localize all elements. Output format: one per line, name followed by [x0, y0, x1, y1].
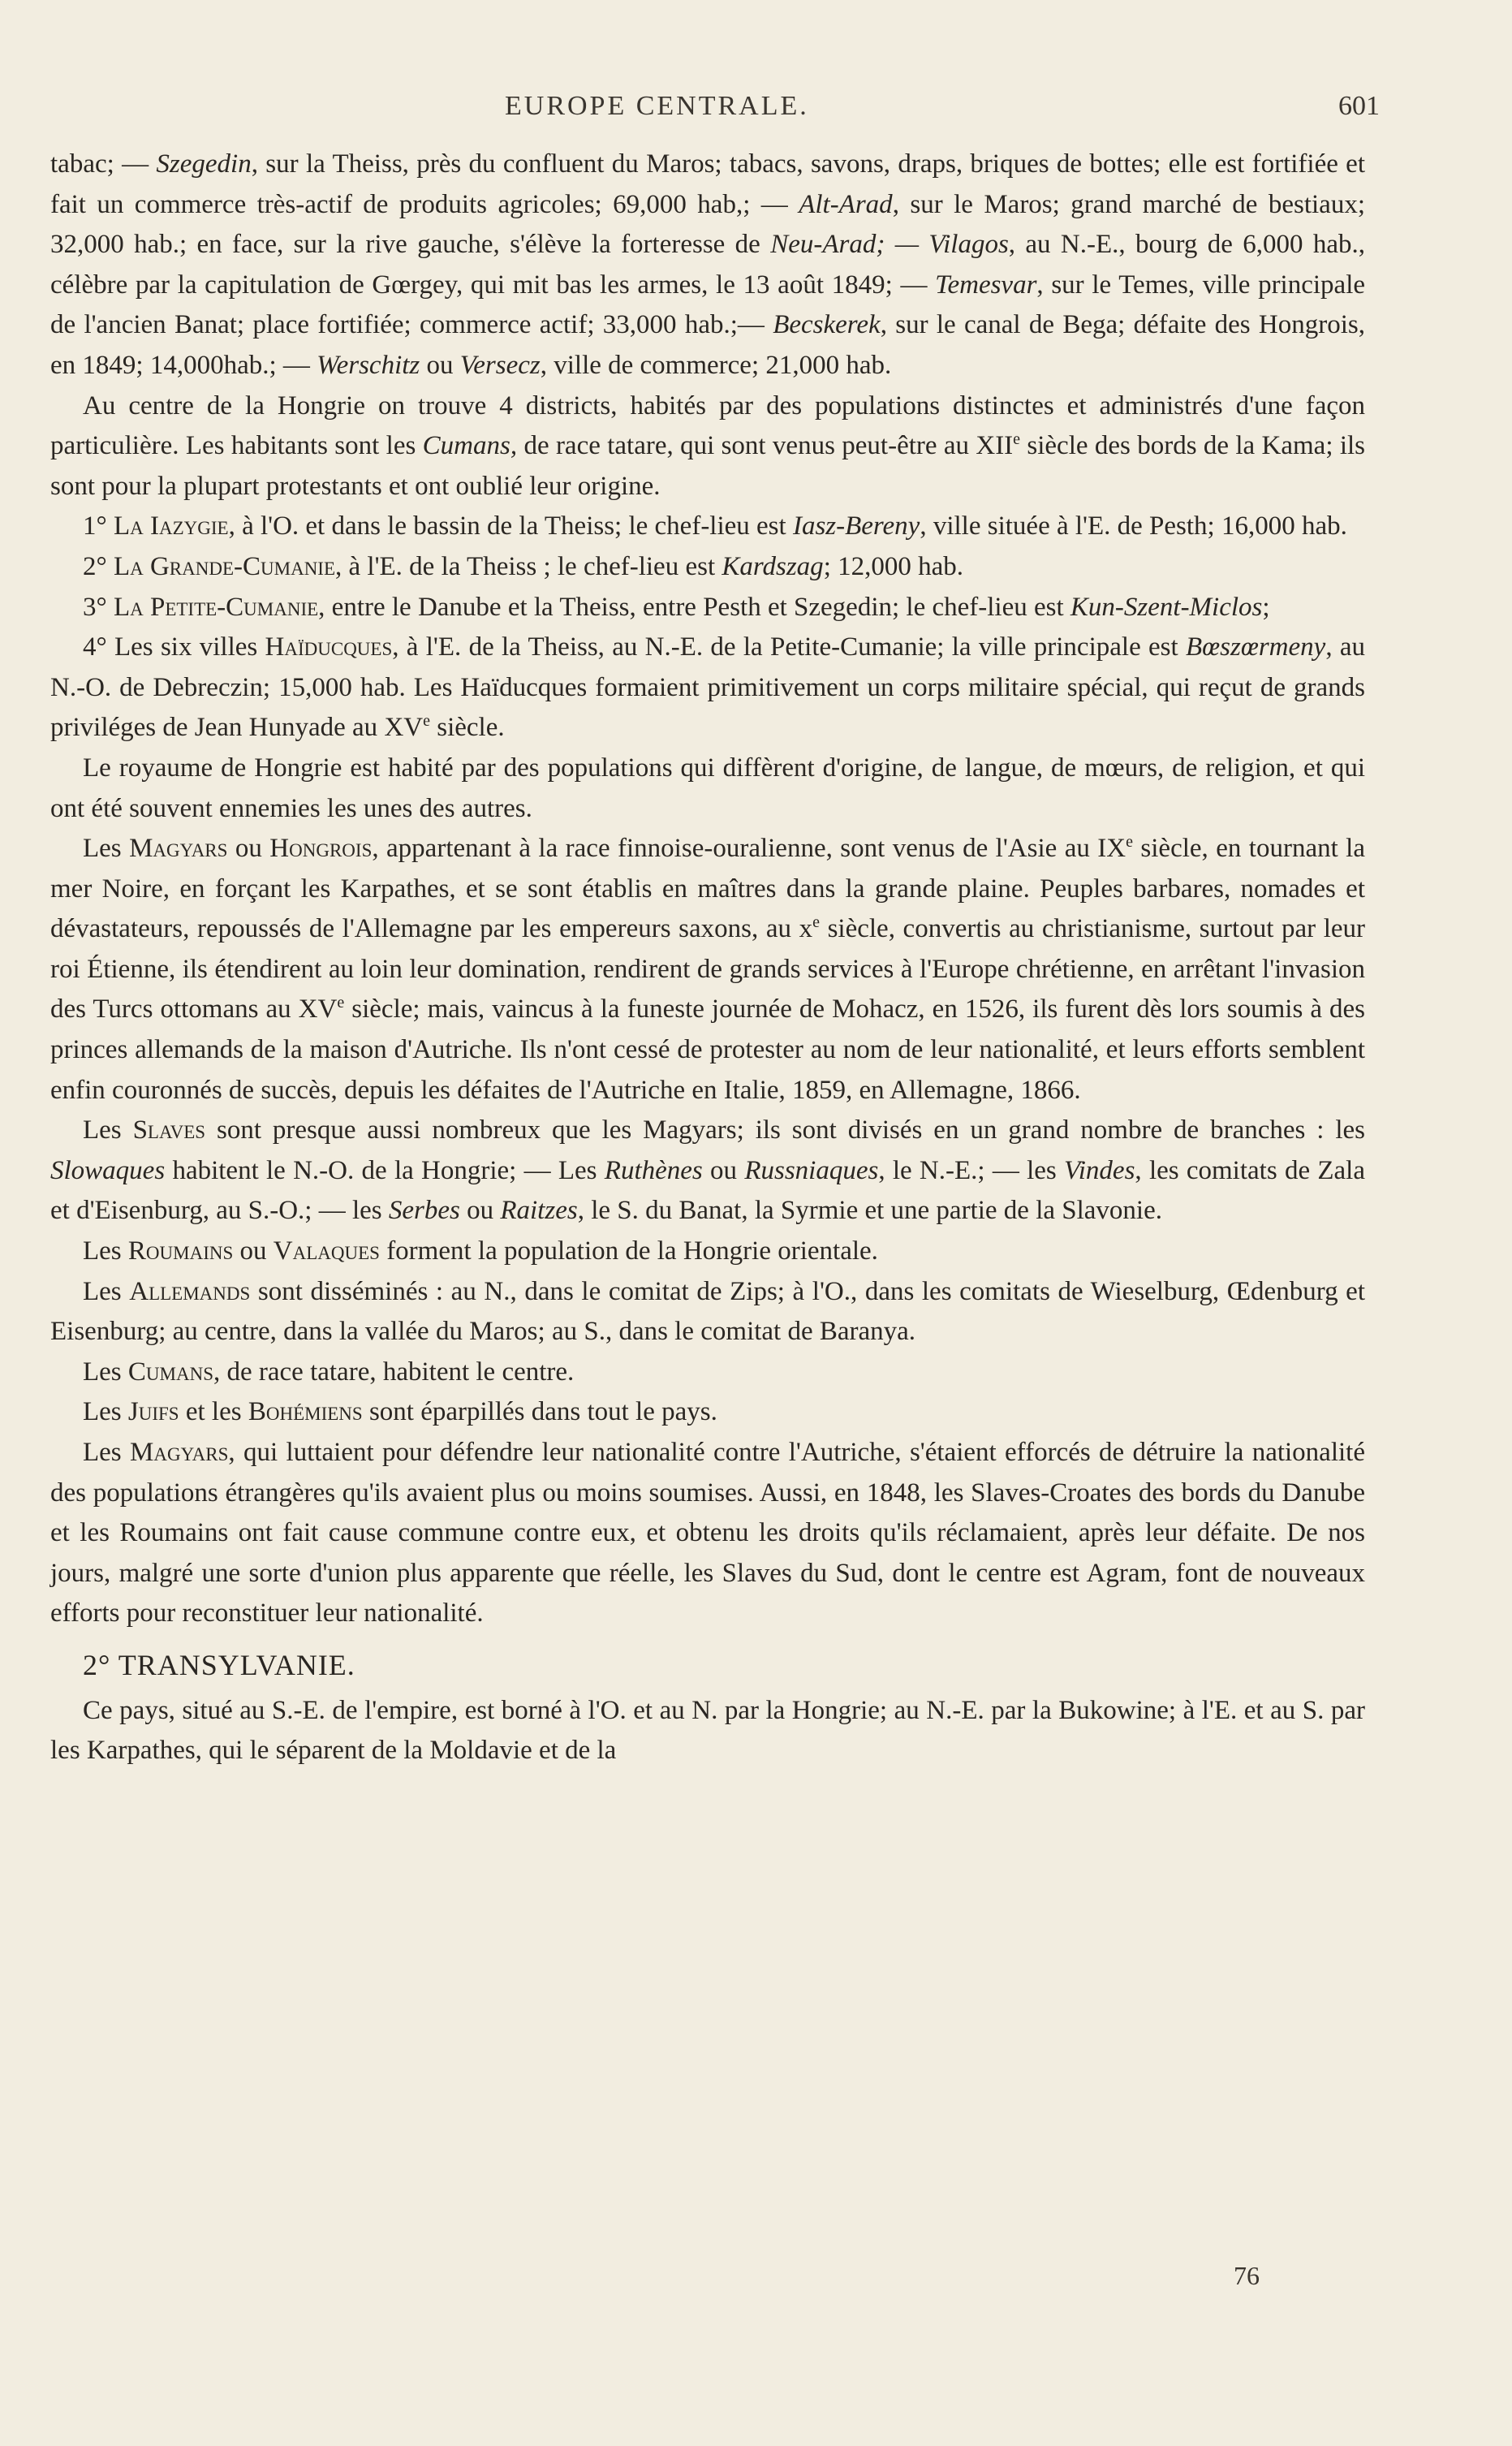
place-name: Szegedin — [156, 149, 252, 179]
running-title: EUROPE CENTRALE. — [505, 91, 809, 121]
place-name: Alt-Arad — [799, 189, 893, 219]
place-name: Versecz — [459, 350, 541, 380]
district-item-3: 3° La Petite-Cumanie, entre le Danube et la Theiss, entre Pesth et Szegedin; le chef-lieu est Kun-Szent-Miclos; — [83, 592, 1270, 622]
place-name: Werschitz — [317, 350, 420, 380]
district-item-1: 1° La Iazygie, à l'O. et dans le bassin de la Theiss; le chef-lieu est Iasz-Bereny, ville située à l'E. de Pesth; 16,000 hab. — [83, 511, 1347, 541]
running-head — [0, 91, 1512, 132]
place-name: Neu-Arad; — Vilagos — [770, 230, 1009, 260]
signature-mark: 76 — [1234, 2261, 1260, 2290]
paragraph-slaves: Les Slaves sont presque aussi nombreux que les Magyars; ils sont divisés en un grand nombre de branches : les Slowaques habitent le N.-O. de la Hongrie; — Les Ruthènes ou Russniaques, le N.-E.; — les Vindes, les comitats de Zala et d'Eisenburg, au S.-O.; — les Serbes ou Raitzes, le S. du Banat, la Syrmie et une partie de la Slavonie. — [50, 1115, 1365, 1226]
place-name: Becskerek — [773, 310, 881, 340]
paragraph-allemands: Les Allemands sont disséminés : au N., dans le comitat de Zips; à l'O., dans les comitats de Wieselburg, Œdenburg et Eisenburg; au centre, dans la vallée du Maros; au S., dans le comitat de Baranya. — [50, 1276, 1365, 1347]
district-item-4: 4° Les six villes Haïducques, à l'E. de la Theiss, au N.-E. de la Petite-Cumanie; la ville principale est Bœszœrmeny, au N.-O. de Debreczin; 15,000 hab. Les Haïducques formaient primitivement un corps militaire spécial, qui reçut de grands priviléges de Jean Hunyade au XVe siècle. — [50, 632, 1366, 743]
people-name: Cumans, — [422, 431, 518, 461]
paragraph-juifs: Les Juifs et les Bohémiens sont éparpillés dans tout le pays. — [83, 1397, 717, 1427]
paragraph-districts: Au centre de la Hongrie on trouve 4 districts, habités par des populations distinctes et administrés d'une façon particulière. Les habitants sont les Cumans, de race tatare, qui sont venus peut-être au XIIe siècle des bords de la Kama; ils sont pour la plupart protestants et ont oublié leur origine. — [50, 390, 1366, 501]
district-item-2: 2° La Grande-Cumanie, à l'E. de la Theiss ; le chef-lieu est Kardszag; 12,000 hab. — [83, 551, 964, 581]
paragraph-nationalites: Les Magyars, qui luttaient pour défendre leur nationalité contre l'Autriche, s'étaient efforcés de détruire la nationalité des populations étrangères qu'ils avaient plus ou moins soumises. Aussi, en 1848, les Slaves-Croates des bords du Danube et les Roumains ont fait cause commune contre eux, et obtenu les droits qu'ils réclamaient, après leur défaite. De nos jours, malgré une sorte d'union plus apparente que réelle, les Slaves du Sud, dont le centre est Agram, font de nouveaux efforts pour reconstituer leur nationalité. — [50, 1438, 1365, 1629]
paragraph-hungarian-cities: tabac; — Szegedin, sur la Theiss, près du confluent du Maros; tabacs, savons, draps, briques de bottes; elle est fortifiée et fait un commerce très-actif de produits agricoles; 69,000 hab,; — Alt-Arad, sur le Maros; grand marché de bestiaux; 32,000 hab.; en face, sur la rive gauche, s'élève la forteresse de Neu-Arad; — Vilagos, au N.-E., bourg de 6,000 hab., célèbre par la capitulation de Gœrgey, qui mit bas les armes, le 13 août 1849; — Temesvar, sur le Temes, ville principale de l'ancien Banat; place fortifiée; commerce actif; 33,000 hab.;— Becskerek, sur le canal de Bega; défaite des Hongrois, en 1849; 14,000hab.; — Werschitz ou Versecz, ville de commerce; 21,000 hab. — [50, 149, 1366, 380]
paragraph-roumains: Les Roumains ou Valaques forment la population de la Hongrie orientale. — [83, 1236, 878, 1266]
page-number: 601 — [1338, 91, 1380, 121]
place-name: Temesvar — [935, 270, 1037, 300]
body-text — [50, 145, 1365, 1771]
paragraph-transylvanie: Ce pays, situé au S.-E. de l'empire, est borné à l'O. et au N. par la Hongrie; au N.-E. par la Bukowine; à l'E. et au S. par les Karpathes, qui le séparent de la Moldavie et de la — [50, 1695, 1365, 1766]
section-heading-transylvanie: 2° TRANSYLVANIE. — [83, 1648, 355, 1681]
paragraph-populations: Le royaume de Hongrie est habité par des populations qui diffèrent d'origine, de langue, de mœurs, de religion, et qui ont été souvent ennemies les unes des autres. — [50, 753, 1365, 823]
paragraph-magyars: Les Magyars ou Hongrois, appartenant à la race finnoise-ouralienne, sont venus de l'Asie au IXe siècle, en tournant la mer Noire, en forçant les Karpathes, et se sont établis en maîtres dans la grande plaine. Peuples barbares, nomades et dévastateurs, repoussés de l'Allemagne par les empereurs saxons, au $x^e$ siècle, convertis au christianisme, surtout par leur roi Étienne, ils étendirent au loin leur domination, rendirent de grands services à l'Europe chrétienne, en arrêtant l'invasion des Turcs ottomans au XVe siècle; mais, vaincus à la funeste journée de Mohacz, en 1526, ils furent dès lors soumis à des princes allemands de la maison d'Autriche. Ils n'ont cessé de protester au nom de leur nationalité, et leurs efforts semblent enfin couronnés de succès, depuis les défaites de l'Autriche en Italie, 1859, en Allemagne, 1866. — [50, 833, 1366, 1105]
paragraph-cumans: Les Cumans, de race tatare, habitent le centre. — [83, 1357, 575, 1387]
